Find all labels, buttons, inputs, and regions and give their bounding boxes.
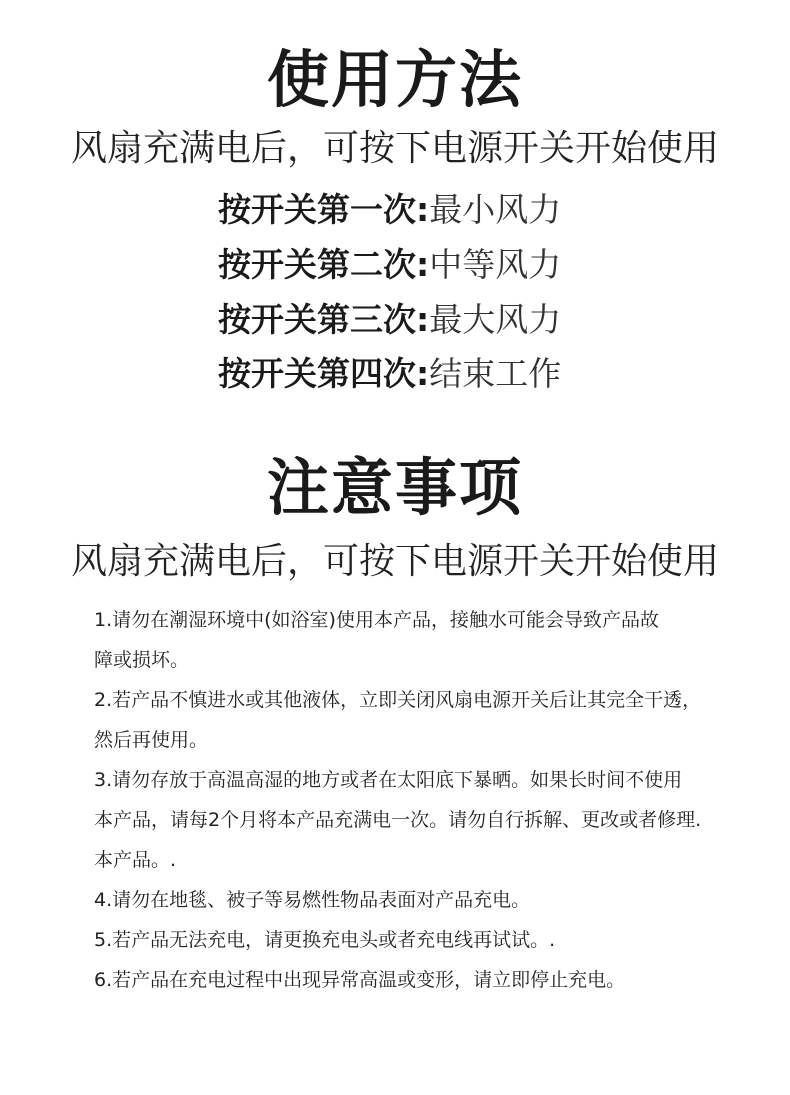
usage-step-label: 按开关第二次: (218, 245, 430, 284)
note-line: 本产品，请每2个月将本产品充满电一次。请勿自行拆解、更改或者修理. (94, 809, 702, 831)
note-line: 本产品。. (94, 849, 177, 871)
usage-subtitle: 风扇充满电后，可按下电源开关开始使用 (70, 128, 719, 169)
note-line: 5.若产品无法充电，请更换充电头或者充电线再试试。. (94, 929, 556, 951)
usage-step-value: 结束工作 (429, 354, 562, 393)
note-line: 3.请勿存放于高温高湿的地方或者在太阳底下暴晒。如果长时间不使用 (94, 769, 683, 791)
notes-title: 注意事项 (266, 451, 523, 524)
note-line: 障或损坏。 (94, 649, 190, 671)
note-line: 2.若产品不慎进水或其他液体，立即关闭风扇电源开关后让其完全干透， (94, 689, 702, 711)
usage-step-label: 按开关第三次: (218, 300, 430, 339)
usage-step-value: 中等风力 (429, 245, 562, 284)
usage-step-1 (218, 189, 561, 231)
note-line: 1.请勿在潮湿环境中(如浴室)使用本产品，接触水可能会导致产品故 (94, 609, 659, 631)
usage-title: 使用方法 (266, 43, 523, 116)
usage-step-3 (218, 299, 561, 341)
usage-step-value: 最大风力 (429, 300, 562, 339)
usage-step-value: 最小风力 (429, 190, 562, 229)
usage-step-2 (218, 244, 561, 286)
note-line: 4.请勿在地毯、被子等易燃性物品表面对产品充电。 (94, 889, 531, 911)
note-line: 然后再使用。 (94, 729, 209, 751)
usage-step-4 (218, 353, 561, 395)
usage-step-label: 按开关第一次: (218, 190, 430, 229)
note-line: 6.若产品在充电过程中出现异常高温或变形，请立即停止充电。 (94, 969, 626, 991)
notes-subtitle: 风扇充满电后，可按下电源开关开始使用 (70, 541, 719, 582)
usage-step-label: 按开关第四次: (218, 354, 430, 393)
